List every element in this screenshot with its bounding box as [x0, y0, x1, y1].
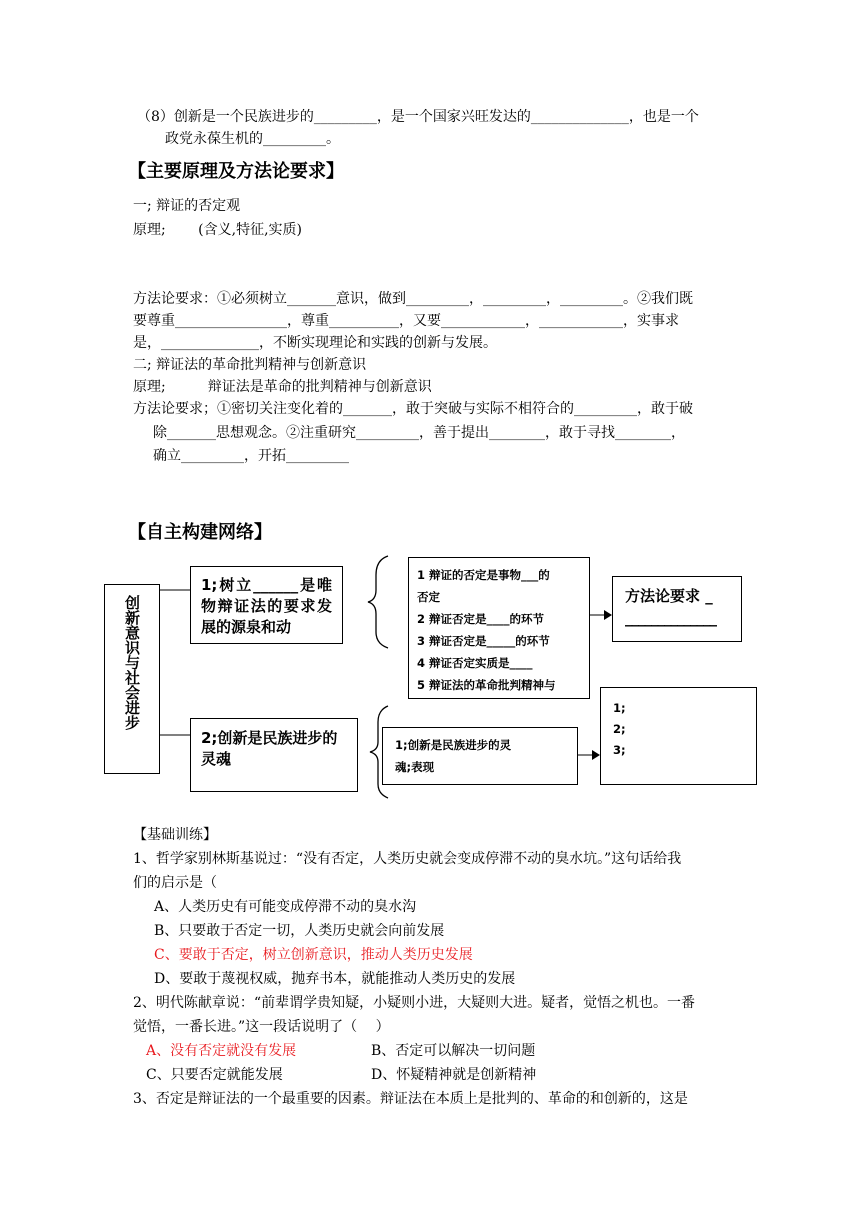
q2-option-c: C、只要否定就能发展	[146, 1067, 283, 1083]
expression-list-box	[600, 687, 757, 785]
principle-box-1-text: 1;树立______是唯物辩证法的要求发展的源泉和动	[201, 576, 332, 636]
list-item: 2;	[613, 722, 626, 736]
main-topic-label: 创新意识与社会进步	[123, 595, 141, 730]
sec1-method-line-3: 是，______________，不断实现理论和实践的创新与发展。	[133, 335, 497, 351]
list-item: 1;	[613, 701, 626, 715]
q2-option-a-answer: A、没有否定就没有发展	[146, 1043, 297, 1059]
principle-box-1	[190, 566, 343, 644]
q1-line-1: 1、哲学家别林斯基说过：“没有否定，人类历史就会变成停滞不动的臭水坑。”这句话给我	[133, 851, 682, 867]
q1-option-b: B、只要敢于否定一切，人类历史就会向前发展	[154, 923, 445, 939]
list-item: 否定	[417, 590, 440, 604]
q2-line-1: 2、明代陈献章说：“前辈谓学贵知疑，小疑则小进，大疑则大进。疑者，觉悟之机也。一番	[133, 995, 696, 1011]
sec2-principle: 原理; 辩证法是革命的批判精神与创新意识	[133, 379, 432, 395]
q8-line-1: （8）创新是一个民族进步的_________，是一个国家兴旺发达的______________，也是一个	[137, 109, 699, 125]
principle-box-2-text: 2;创新是民族进步的灵魂	[201, 729, 338, 768]
sec2-method-line-2: 除_______思想观念。②注重研究_________，善于提出________，敢于寻找________，	[153, 425, 685, 441]
expression-box-text: 1;创新是民族进步的灵魂;表现	[395, 738, 512, 774]
q1-line-2: 们的启示是（	[133, 875, 217, 891]
q2-line-2: 觉悟，一番长进。”这一段话说明了（ ）	[133, 1019, 390, 1035]
principle-box-2	[190, 718, 358, 792]
q8-line-2: 政党永葆生机的_________。	[165, 131, 340, 147]
principles-heading: 【主要原理及方法论要求】	[128, 161, 344, 182]
sec2-title: 二; 辩证法的革命批判精神与创新意识	[133, 357, 367, 373]
expression-box	[382, 727, 578, 785]
q3-line-1: 3、否定是辩证法的一个最重要的因素。辩证法在本质上是批判的、革命的和创新的，这是	[133, 1091, 688, 1107]
negation-list-box	[408, 557, 590, 699]
sec1-method-line-1: 方法论要求：①必须树立_______意识，做到_________，_________，_________。②我们既	[133, 291, 693, 307]
list-item: 3;	[613, 743, 626, 757]
sec1-title: 一; 辩证的否定观	[133, 198, 241, 214]
list-item: 3 辩证否定是_____的环节	[417, 634, 550, 648]
network-heading: 【自主构建网络】	[128, 522, 272, 543]
list-item: 2 辩证否定是____的环节	[417, 612, 545, 626]
q1-option-d: D、要敢于蔑视权威，抛弃书本，就能推动人类历史的发展	[154, 971, 516, 987]
sec2-method-line-3: 确立_________，开拓_________	[153, 448, 349, 464]
q2-option-d: D、怀疑精神就是创新精神	[371, 1067, 537, 1083]
method-box-label: 方法论要求 _	[625, 587, 713, 605]
list-item: 1 辩证的否定是事物___的	[417, 568, 550, 582]
training-heading: 【基础训练】	[133, 827, 217, 843]
method-box	[612, 576, 742, 642]
q2-option-b: B、否定可以解决一切问题	[371, 1043, 536, 1059]
sec1-method-line-2: 要尊重________________，尊重__________，又要____________，____________，实事求	[133, 313, 679, 329]
sec2-method-line-1: 方法论要求；①密切关注变化着的_______，敢于突破与实际不相符合的_________，敢于破	[133, 401, 693, 417]
sec1-principle: 原理; (含义,特征,实质)	[133, 222, 302, 238]
method-box-blank: ______________	[625, 609, 716, 627]
main-topic-box	[104, 584, 160, 774]
list-item: 5 辩证法的革命批判精神与	[417, 678, 556, 692]
q1-option-c-answer: C、要敢于否定，树立创新意识，推动人类历史发展	[154, 947, 473, 963]
q1-option-a: A、人类历史有可能变成停滞不动的臭水沟	[154, 899, 417, 915]
list-item: 4 辩证否定实质是____	[417, 656, 533, 670]
